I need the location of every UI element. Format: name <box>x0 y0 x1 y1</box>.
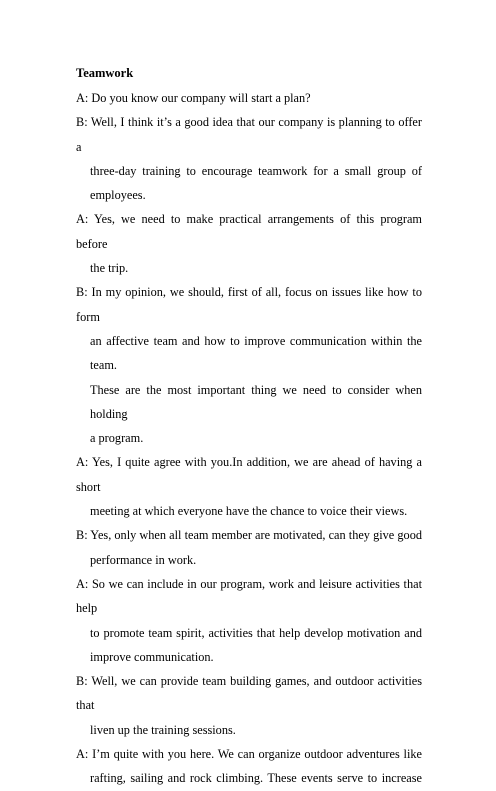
dialogue-line: meeting at which everyone have the chance to voice their views. <box>90 504 408 519</box>
dialogue-line: liven up the training sessions. <box>90 722 236 737</box>
dialogue-line: rafting, sailing and rock climbing. These events serve to increase <box>90 771 422 786</box>
dialogue-line: employees. <box>90 188 146 203</box>
dialogue-line: B: Well, we can provide team building games, and outdoor activities that <box>76 674 422 713</box>
dialogue-line: A: Yes, we need to make practical arrangements of this program before <box>76 212 422 251</box>
dialogue-line: A: So we can include in our program, work and leisure activities that help <box>76 576 422 616</box>
dialogue-line: A: Do you know our company will start a plan? <box>76 91 311 105</box>
dialogue-line: three-day training to encourage teamwork for a small group of <box>90 163 422 178</box>
dialogue-line: performance in work. <box>90 552 197 567</box>
document-title: Teamwork <box>76 66 134 80</box>
dialogue-line: A: Yes, I quite agree with you.In addition, we are ahead of having a short <box>76 455 422 494</box>
dialogue-line: B: Well, I think it’s a good idea that our company is planning to offer a <box>76 115 422 154</box>
dialogue-line: These are the most important thing we need to consider when holding <box>90 382 422 421</box>
dialogue-line: A: I’m quite with you here. We can organize outdoor adventures like <box>76 747 422 762</box>
dialogue-line: the trip. <box>90 261 129 276</box>
dialogue-line: B: Yes, only when all team member are motivated, can they give good <box>76 528 422 543</box>
document-page <box>76 62 422 791</box>
dialogue-body <box>76 86 422 791</box>
dialogue-line: improve communication. <box>90 649 214 664</box>
dialogue-line: B: In my opinion, we should, first of all, focus on issues like how to form <box>76 285 422 324</box>
dialogue-line: an affective team and how to improve communication within the team. <box>90 333 422 373</box>
dialogue-line: a program. <box>90 431 144 446</box>
dialogue-line: to promote team spirit, activities that help develop motivation and <box>90 625 422 640</box>
